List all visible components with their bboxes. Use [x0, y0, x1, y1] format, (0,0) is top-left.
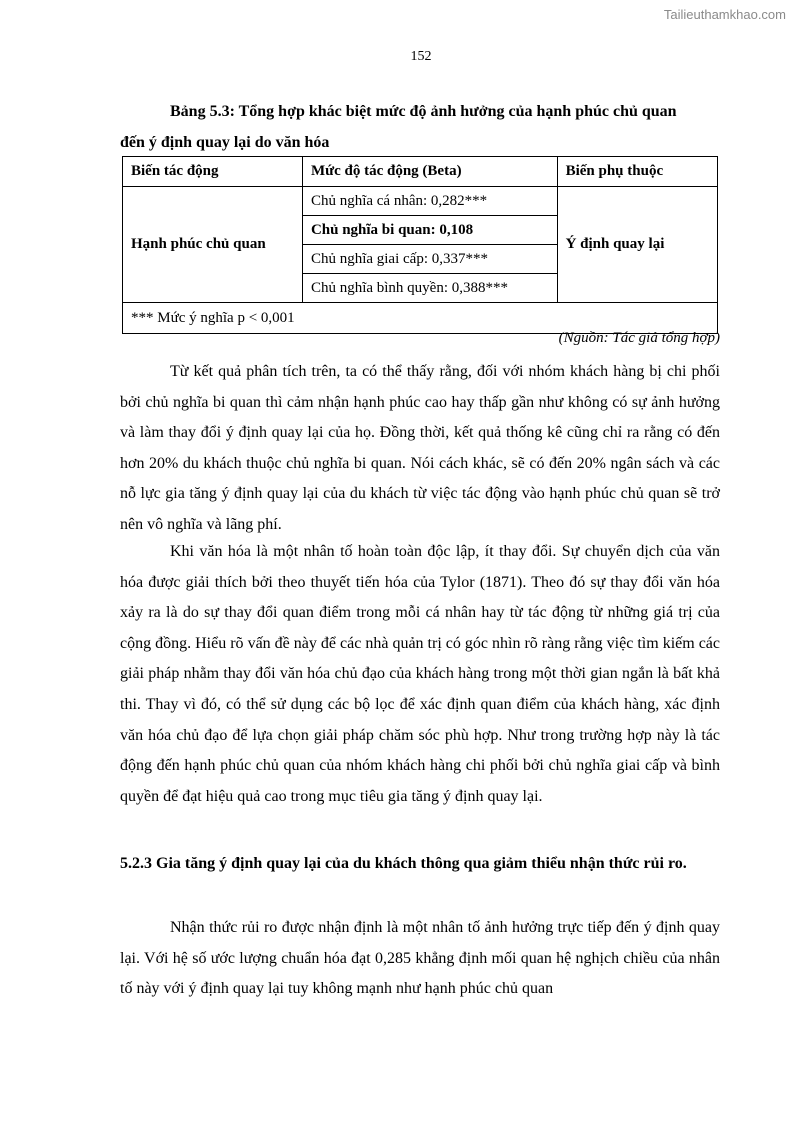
table-source: (Nguồn: Tác giả tổng hợp): [558, 330, 720, 346]
page-number: 152: [410, 49, 432, 64]
beta-cell: Chủ nghĩa bình quyền: 0,388***: [302, 274, 557, 303]
header-independent-variable: Biến tác động: [123, 157, 303, 187]
table-caption-line-1: Bảng 5.3: Tổng hợp khác biệt mức độ ảnh hưởng của hạnh phúc chủ quan: [170, 103, 677, 120]
header-beta: Mức độ tác động (Beta): [302, 157, 557, 187]
table-caption: [120, 96, 720, 158]
table-header-row: [123, 157, 718, 187]
section-heading: 5.2.3 Gia tăng ý định quay lại của du khách thông qua giảm thiểu nhận thức rủi ro.: [120, 855, 687, 872]
table-caption-line-2: đến ý định quay lại do văn hóa: [120, 134, 330, 151]
watermark: Tailieuthamkhao.com: [663, 7, 786, 22]
beta-cell: Chủ nghĩa cá nhân: 0,282***: [302, 187, 557, 216]
paragraph-1: Từ kết quả phân tích trên, ta có thể thấy rằng, đối với nhóm khách hàng bị chi phối bởi chủ nghĩa bi quan thì cảm nhận hạnh phúc cao hay thấp gần như không có sự ảnh hưởng và làm thay đổi ý định quay lại của họ. Đồng thời, kết quả thống kê cũng chỉ ra rằng có đến hơn 20% du khách thuộc chủ nghĩa bi quan. Nói cách khác, sẽ có đến 20% ngân sách và các nỗ lực gia tăng ý định quay lại của du khách từ việc tác động vào hạnh phúc chủ quan sẽ trở nên vô nghĩa và lãng phí.: [120, 363, 720, 533]
independent-variable-cell: Hạnh phúc chủ quan: [123, 187, 303, 303]
beta-cell: Chủ nghĩa bi quan: 0,108: [302, 216, 557, 245]
beta-cell: Chủ nghĩa giai cấp: 0,337***: [302, 245, 557, 274]
table-row: [123, 187, 718, 216]
table-note-row: [123, 303, 718, 334]
paragraph-3: Nhận thức rủi ro được nhận định là một nhân tố ảnh hưởng trực tiếp đến ý định quay lại. Với hệ số ước lượng chuẩn hóa đạt 0,285 khẳng định mối quan hệ nghịch chiều của nhân tố này với ý định quay lại tuy không mạnh như hạnh phúc chủ quan: [120, 919, 720, 998]
results-table: [122, 156, 718, 334]
paragraph-2: Khi văn hóa là một nhân tố hoàn toàn độc lập, ít thay đổi. Sự chuyển dịch của văn hóa được giải thích bởi theo thuyết tiến hóa của Tylor (1871). Theo đó sự thay đổi văn hóa xảy ra là do sự thay đổi quan điểm trong mỗi cá nhân hay từ tác động từ những giá trị của cộng đồng. Hiểu rõ vấn đề này để các nhà quản trị có góc nhìn rõ ràng rằng việc tìm kiếm các giải pháp nhằm thay đổi văn hóa chủ đạo của khách hàng trong một thời gian ngắn là bất khả thi. Thay vì đó, có thể sử dụng các bộ lọc để xác định quan điểm của khách hàng, xác định văn hóa chủ đạo để lựa chọn giải pháp chăm sóc phù hợp. Như trong trường hợp này là tác động đến hạnh phúc chủ quan của nhóm khách hàng chi phối bởi chủ nghĩa giai cấp và bình quyền để đạt hiệu quả cao trong mục tiêu gia tăng ý định quay lại.: [120, 543, 720, 805]
dependent-variable-cell: Ý định quay lại: [557, 187, 717, 303]
header-dependent-variable: Biến phụ thuộc: [557, 157, 717, 187]
significance-note: *** Mức ý nghĩa p < 0,001: [123, 303, 718, 334]
